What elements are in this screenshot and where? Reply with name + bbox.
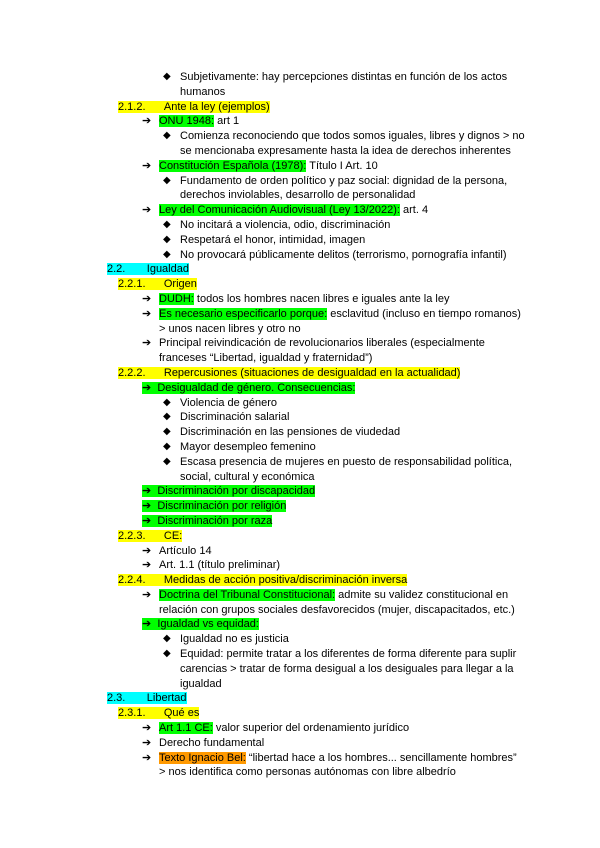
bullet-continuation: social, cultural y económica [180, 470, 315, 483]
arrow-bullet-icon: ➔ [142, 514, 152, 527]
arrow-item: ➔ Doctrina del Tribunal Constitucional: admite su validez constitucional en [142, 588, 509, 601]
bullet-item: ◆ Violencia de género [163, 396, 278, 409]
heading-title: CE: [163, 529, 183, 542]
diamond-bullet-icon: ◆ [163, 218, 171, 230]
heading-title: Igualdad [146, 263, 189, 276]
arrow-bullet-icon: ➔ [142, 485, 152, 498]
bullet-item: ◆ Equidad: permite tratar a los diferentes de forma diferente para suplir [163, 648, 517, 661]
diamond-bullet-icon: ◆ [163, 633, 171, 645]
document-page [0, 70, 600, 780]
heading-title: Qué es [163, 707, 200, 720]
heading-2-2-2 [0, 366, 600, 381]
arrow-item: ➔ DUDH: todos los hombres nacen libres e iguales ante la ley [142, 292, 450, 305]
arrow-continuation: relación con grupos sociales desfavorecidos (mujer, discapacitados, etc.) [159, 603, 515, 616]
heading-number: 2.2.2. [118, 367, 164, 379]
bullet-item: ◆ No provocará públicamente delitos (terrorismo, pornografía infantil) [163, 248, 507, 261]
arrow-bullet-icon: ➔ [142, 307, 152, 320]
heading-2-2 [0, 262, 600, 277]
heading-2-3-1 [0, 706, 600, 721]
highlighted-source: Constitución Española (1978): [159, 159, 307, 172]
bullet-item: ◆ Discriminación en las pensiones de viudedad [163, 426, 401, 439]
arrow-bullet-icon: ➔ [142, 618, 152, 631]
diamond-bullet-icon: ◆ [163, 648, 171, 660]
arrow-item: ➔ Es necesario especificarlo porque: esclavitud (incluso en tiempo romanos) [142, 307, 521, 320]
diamond-bullet-icon: ◆ [163, 130, 171, 142]
arrow-item-highlighted: ➔ Discriminación por raza [142, 514, 273, 527]
heading-2-2-4 [0, 573, 600, 588]
diamond-bullet-icon: ◆ [163, 396, 171, 408]
bullet-item: ◆ No incitará a violencia, odio, discriminación [163, 218, 391, 231]
diamond-bullet-icon: ◆ [163, 440, 171, 452]
arrow-item-highlighted: ➔ Discriminación por religión [142, 500, 287, 513]
bullet-continuation: humanos [180, 85, 226, 98]
diamond-bullet-icon: ◆ [163, 233, 171, 245]
arrow-item: ➔ Art. 1.1 (título preliminar) [142, 559, 281, 572]
heading-number: 2.2.1. [118, 278, 164, 290]
arrow-item-highlighted: ➔ Desigualdad de género. Consecuencias: [142, 381, 356, 394]
diamond-bullet-icon: ◆ [163, 455, 171, 467]
arrow-bullet-icon: ➔ [142, 588, 152, 601]
arrow-item: ➔ Principal reivindicación de revolucionarios liberales (especialmente [142, 337, 485, 350]
heading-number: 2.2. [107, 263, 147, 275]
highlighted-source: Ley del Comunicación Audiovisual (Ley 13/2022): [159, 204, 400, 217]
heading-number: 2.1.2. [118, 101, 164, 113]
bullet-item: ◆ Comienza reconociendo que todos somos iguales, libres y dignos > no [163, 130, 525, 143]
arrow-bullet-icon: ➔ [142, 736, 152, 749]
arrow-bullet-icon: ➔ [142, 559, 152, 572]
arrow-continuation: > nos identifica como personas autónomas con libre albedrío [159, 766, 456, 779]
heading-2-3 [0, 691, 600, 706]
highlighted-source: Art 1.1 CE: [159, 722, 213, 735]
highlighted-source: Texto Ignacio Bel: [159, 751, 246, 764]
highlighted-source: Doctrina del Tribunal Constitucional: [159, 588, 336, 601]
bullet-item [0, 70, 600, 85]
heading-number: 2.3. [107, 692, 147, 704]
heading-title: Libertad [146, 692, 187, 705]
heading-number: 2.2.4. [118, 574, 164, 586]
arrow-bullet-icon: ➔ [142, 115, 152, 128]
arrow-bullet-icon: ➔ [142, 751, 152, 764]
arrow-bullet-icon: ➔ [142, 500, 152, 513]
arrow-bullet-icon: ➔ [142, 722, 152, 735]
heading-title: Origen [163, 278, 197, 291]
highlighted-source: ONU 1948: [159, 115, 215, 128]
arrow-item: ➔ ONU 1948: art 1 [142, 115, 240, 128]
arrow-item: ➔ Texto Ignacio Bel: “libertad hace a los hombres... sencillamente hombres” [142, 751, 517, 764]
heading-2-2-3 [0, 529, 600, 544]
bullet-item: ◆ Escasa presencia de mujeres en puesto de responsabilidad política, [163, 455, 513, 468]
arrow-bullet-icon: ➔ [142, 292, 152, 305]
heading-title: Ante la ley (ejemplos) [163, 100, 270, 113]
bullet-continuation: se mencionaba expresamente hasta la idea de derechos inherentes [180, 144, 511, 157]
arrow-item-highlighted: ➔ Igualdad vs equidad: [142, 618, 259, 631]
heading-number: 2.3.1. [118, 707, 164, 719]
arrow-item: ➔ Ley del Comunicación Audiovisual (Ley 13/2022): art. 4 [142, 204, 429, 217]
diamond-bullet-icon: ◆ [163, 426, 171, 438]
arrow-bullet-icon: ➔ [142, 381, 152, 394]
diamond-bullet-icon: ◆ [163, 411, 171, 423]
arrow-item: ➔ Constitución Española (1978): Título I Art. 10 [142, 159, 378, 172]
heading-2-2-1 [0, 277, 600, 292]
bullet-item: ◆ Discriminación salarial [163, 411, 290, 424]
arrow-item: ➔ Art 1.1 CE: valor superior del ordenamiento jurídico [142, 722, 410, 735]
arrow-bullet-icon: ➔ [142, 337, 152, 350]
arrow-bullet-icon: ➔ [142, 544, 152, 557]
arrow-bullet-icon: ➔ [142, 204, 152, 217]
bullet-continuation: carencias > tratar de forma desigual a los desiguales para llegar a la [180, 662, 514, 675]
arrow-item: ➔ Artículo 14 [142, 544, 212, 557]
highlighted-source: DUDH: [159, 292, 194, 305]
arrow-continuation: > unos nacen libres y otro no [159, 322, 301, 335]
diamond-bullet-icon: ◆ [163, 174, 171, 186]
heading-title: Medidas de acción positiva/discriminación inversa [163, 574, 408, 587]
heading-2-1-2 [0, 100, 600, 115]
diamond-bullet-icon: ◆ [163, 248, 171, 260]
diamond-bullet-icon: ◆ [163, 71, 171, 82]
bullet-item: ◆ Igualdad no es justicia [163, 633, 289, 646]
bullet-text: Subjetivamente: hay percepciones distintas en función de los actos [180, 71, 508, 83]
bullet-continuation: derechos inviolables, desarrollo de personalidad [180, 189, 416, 202]
highlighted-phrase: Es necesario especificarlo porque: [159, 307, 328, 320]
bullet-item: ◆ Fundamento de orden político y paz social: dignidad de la persona, [163, 174, 508, 187]
arrow-item: ➔ Derecho fundamental [142, 736, 265, 749]
bullet-continuation: igualdad [180, 677, 222, 690]
heading-title: Repercusiones (situaciones de desigualdad en la actualidad) [163, 366, 461, 379]
arrow-item-highlighted: ➔ Discriminación por discapacidad [142, 485, 316, 498]
bullet-item: ◆ Respetará el honor, intimidad, imagen [163, 233, 366, 246]
bullet-item: ◆ Mayor desempleo femenino [163, 440, 316, 453]
arrow-continuation: franceses “Libertad, igualdad y fraternidad”) [159, 352, 373, 365]
arrow-bullet-icon: ➔ [142, 159, 152, 172]
heading-number: 2.2.3. [118, 530, 164, 542]
